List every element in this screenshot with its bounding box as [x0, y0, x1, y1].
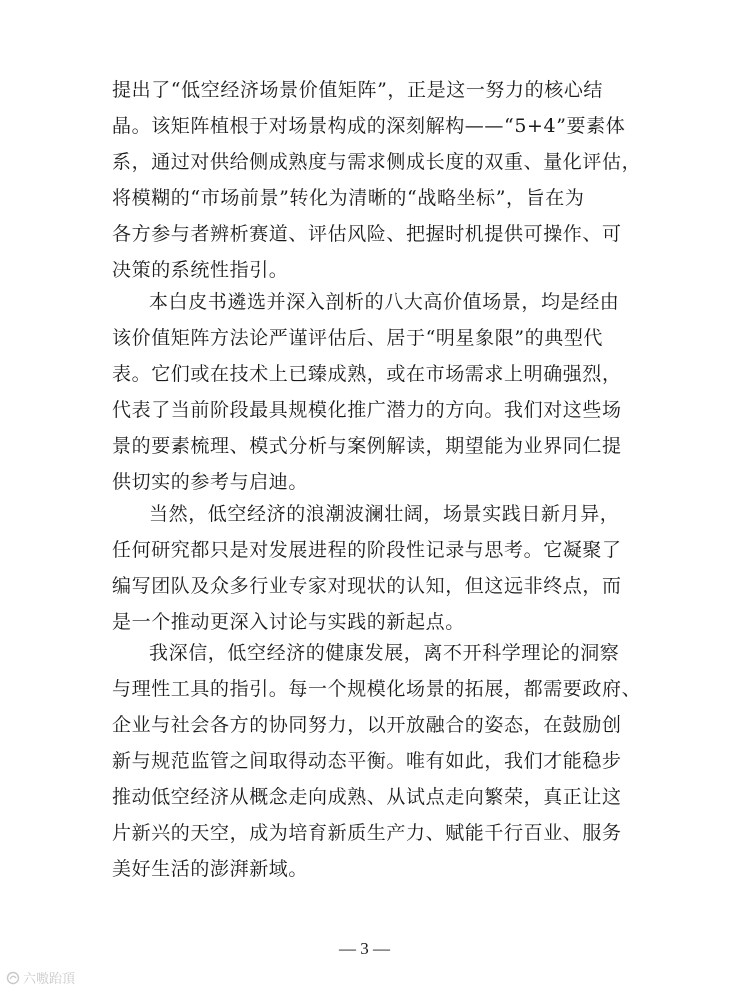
paragraph-3-line-4: 是一个推动更深入讨论与实践的新起点。	[112, 611, 465, 633]
logo-icon	[6, 971, 20, 985]
paragraph-1-line-1: 提出了“低空经济场景价值矩阵”，正是这一努力的核心结	[112, 79, 604, 101]
paragraph-2-line-1: 本白皮书遴选并深入剖析的八大高价值场景，均是经由	[149, 291, 620, 313]
paragraph-3-line-1: 当然，低空经济的浪潮波澜壮阔，场景实践日新月异，	[149, 503, 620, 525]
paragraph-4-line-5: 推动低空经济从概念走向成熟、从试点走向繁荣，真正让这	[112, 786, 622, 808]
paragraph-4-line-4: 新与规范监管之间取得动态平衡。唯有如此，我们才能稳步	[112, 750, 622, 772]
paragraph-1-line-6: 决策的系统性指引。	[112, 259, 289, 281]
paragraph-1-line-4: 将模糊的“市场前景”转化为清晰的“战略坐标”，旨在为	[112, 187, 585, 209]
paragraph-2-line-5: 景的要素梳理、模式分析与案例解读，期望能为业界同仁提	[112, 435, 622, 457]
paragraph-2-line-6: 供切实的参考与启迪。	[112, 471, 309, 493]
paragraph-4-line-2: 与理性工具的指引。每一个规模化场景的拓展，都需要政府、	[112, 678, 642, 700]
paragraph-2-line-2: 该价值矩阵方法论严谨评估后、居于“明星象限”的典型代	[112, 327, 604, 349]
watermark-text: 六嗷跆頂	[23, 972, 76, 987]
paragraph-1-line-2: 晶。该矩阵植根于对场景构成的深刻解构——“5+4”要素体	[112, 115, 626, 137]
paragraph-3-line-2: 任何研究都只是对发展进程的阶段性记录与思考。它凝聚了	[112, 539, 622, 561]
paragraph-2-line-3: 表。它们或在技术上已臻成熟，或在市场需求上明确强烈，	[112, 363, 622, 385]
paragraph-4-line-1: 我深信，低空经济的健康发展，离不开科学理论的洞察	[149, 642, 620, 664]
paragraph-1-line-3: 系，通过对供给侧成熟度与需求侧成长度的双重、量化评估，	[112, 151, 642, 173]
paragraph-4-line-7: 美好生活的澎湃新域。	[112, 858, 309, 880]
paragraph-2-line-4: 代表了当前阶段最具规模化推广潜力的方向。我们对这些场	[112, 399, 622, 421]
paragraph-4-line-3: 企业与社会各方的协同努力，以开放融合的姿态，在鼓励创	[112, 714, 622, 736]
page-number: — 3 —	[339, 939, 390, 958]
paragraph-1-line-5: 各方参与者辨析赛道、评估风险、把握时机提供可操作、可	[112, 223, 622, 245]
paragraph-3-line-3: 编写团队及众多行业专家对现状的认知，但这远非终点，而	[112, 575, 622, 597]
paragraph-4-line-6: 片新兴的天空，成为培育新质生产力、赋能千行百业、服务	[112, 822, 622, 844]
watermark	[6, 968, 75, 987]
